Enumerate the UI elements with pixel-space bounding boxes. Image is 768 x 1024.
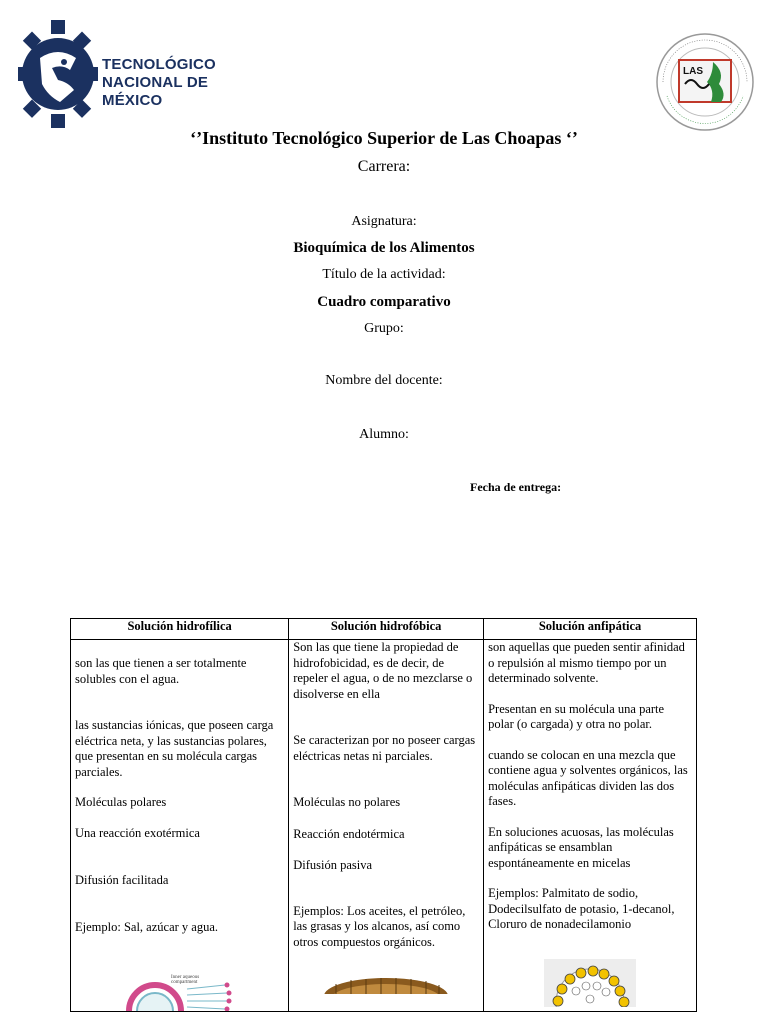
liposome-figure-icon <box>115 971 245 1011</box>
hidrofobica-reaccion: Reacción endotérmica <box>293 826 405 841</box>
hidrofilica-moleculas: Moléculas polares <box>75 795 167 809</box>
institute-seal-icon <box>655 32 755 132</box>
asignatura-label: Asignatura: <box>351 214 417 229</box>
grupo-label: Grupo: <box>364 321 404 336</box>
header-hidrofobica: Solución hidrofóbica <box>289 619 484 640</box>
carrera-label: Carrera: <box>357 158 411 175</box>
header-hidrofilica: Solución hidrofílica <box>71 619 289 640</box>
lipid-bilayer-figure-icon <box>311 970 461 994</box>
cell-anfipatica <box>484 640 697 1012</box>
fig-label-1: Inner aqueous <box>170 975 199 980</box>
comparison-table <box>70 618 697 1012</box>
titulo-label: Título de la actividad: <box>322 267 446 282</box>
logo-text-line1: TECNOLÓGICO <box>102 56 216 73</box>
anfipatica-ejemplos: Ejemplos: Palmitato de sodio, Dodecilsulfato de potasio, 1-decanol, Cloruro de nonadecilamonio <box>488 886 675 931</box>
table-row <box>71 640 697 1012</box>
hidrofobica-moleculas: Moléculas no polares <box>293 795 401 809</box>
hidrofilica-def: son las que tienen a ser totalmente solubles con el agua. <box>75 656 247 686</box>
anfipatica-def: son aquellas que pueden sentir afinidad o repulsión al mismo tiempo por un determinado solvente. <box>488 640 685 685</box>
anfipatica-micelas: En soluciones acuosas, las moléculas anfipáticas se ensamblan espontáneamente en micelas <box>488 824 674 870</box>
hidrofilica-difusion: Difusión facilitada <box>75 873 169 887</box>
cell-hidrofilica <box>71 640 289 1012</box>
hidrofobica-def: Son las que tiene la propiedad de hidrofobicidad, es de decir, de repeler el agua, o de no mezclarse o disolverse en ella <box>293 640 473 701</box>
titulo-value: Cuadro comparativo <box>317 294 451 310</box>
anfipatica-estructura: Presentan en su molécula una parte polar (o cargada) y otra no polar. <box>488 701 665 731</box>
hidrofilica-sustancias: las sustancias iónicas, que poseen carga eléctrica neta, y las sustancias polares, que presentan en su molécula cargas parciales. <box>75 718 274 779</box>
micelle-figure-icon <box>540 959 640 1007</box>
anfipatica-mezcla: cuando se colocan en una mezcla que contiene agua y solventes orgánicos, las moléculas anfipáticas dividen las dos fases. <box>488 747 688 808</box>
alumno-label: Alumno: <box>359 427 409 442</box>
hidrofobica-caracteristicas: Se caracterizan por no poseer cargas eléctricas netas ni parciales. <box>293 733 476 763</box>
fecha-label: Fecha de entrega: <box>470 480 562 494</box>
institute-title: ‘’Instituto Tecnológico Superior de Las Choapas ‘’ <box>190 128 578 148</box>
gear-eagle-icon <box>18 18 98 130</box>
cell-hidrofobica <box>289 640 484 1012</box>
seal-text: LAS <box>683 66 703 77</box>
fig-label-2: compartment <box>170 980 197 985</box>
tecnm-logo <box>18 18 258 130</box>
table-header-row <box>71 619 697 640</box>
logo-text-line2: NACIONAL DE MÉXICO <box>102 74 209 109</box>
hidrofilica-ejemplo: Ejemplo: Sal, azúcar y agua. <box>75 919 218 934</box>
header-anfipatica: Solución anfipática <box>484 619 697 640</box>
hidrofobica-difusion: Difusión pasiva <box>293 858 372 872</box>
docente-label: Nombre del docente: <box>325 373 443 388</box>
hidrofilica-reaccion: Una reacción exotérmica <box>75 825 200 840</box>
hidrofobica-ejemplos: Ejemplos: Los aceites, el petróleo, las grasas y los alcanos, así como otros compuestos orgánicos. <box>293 903 466 949</box>
asignatura-value: Bioquímica de los Alimentos <box>293 240 475 256</box>
